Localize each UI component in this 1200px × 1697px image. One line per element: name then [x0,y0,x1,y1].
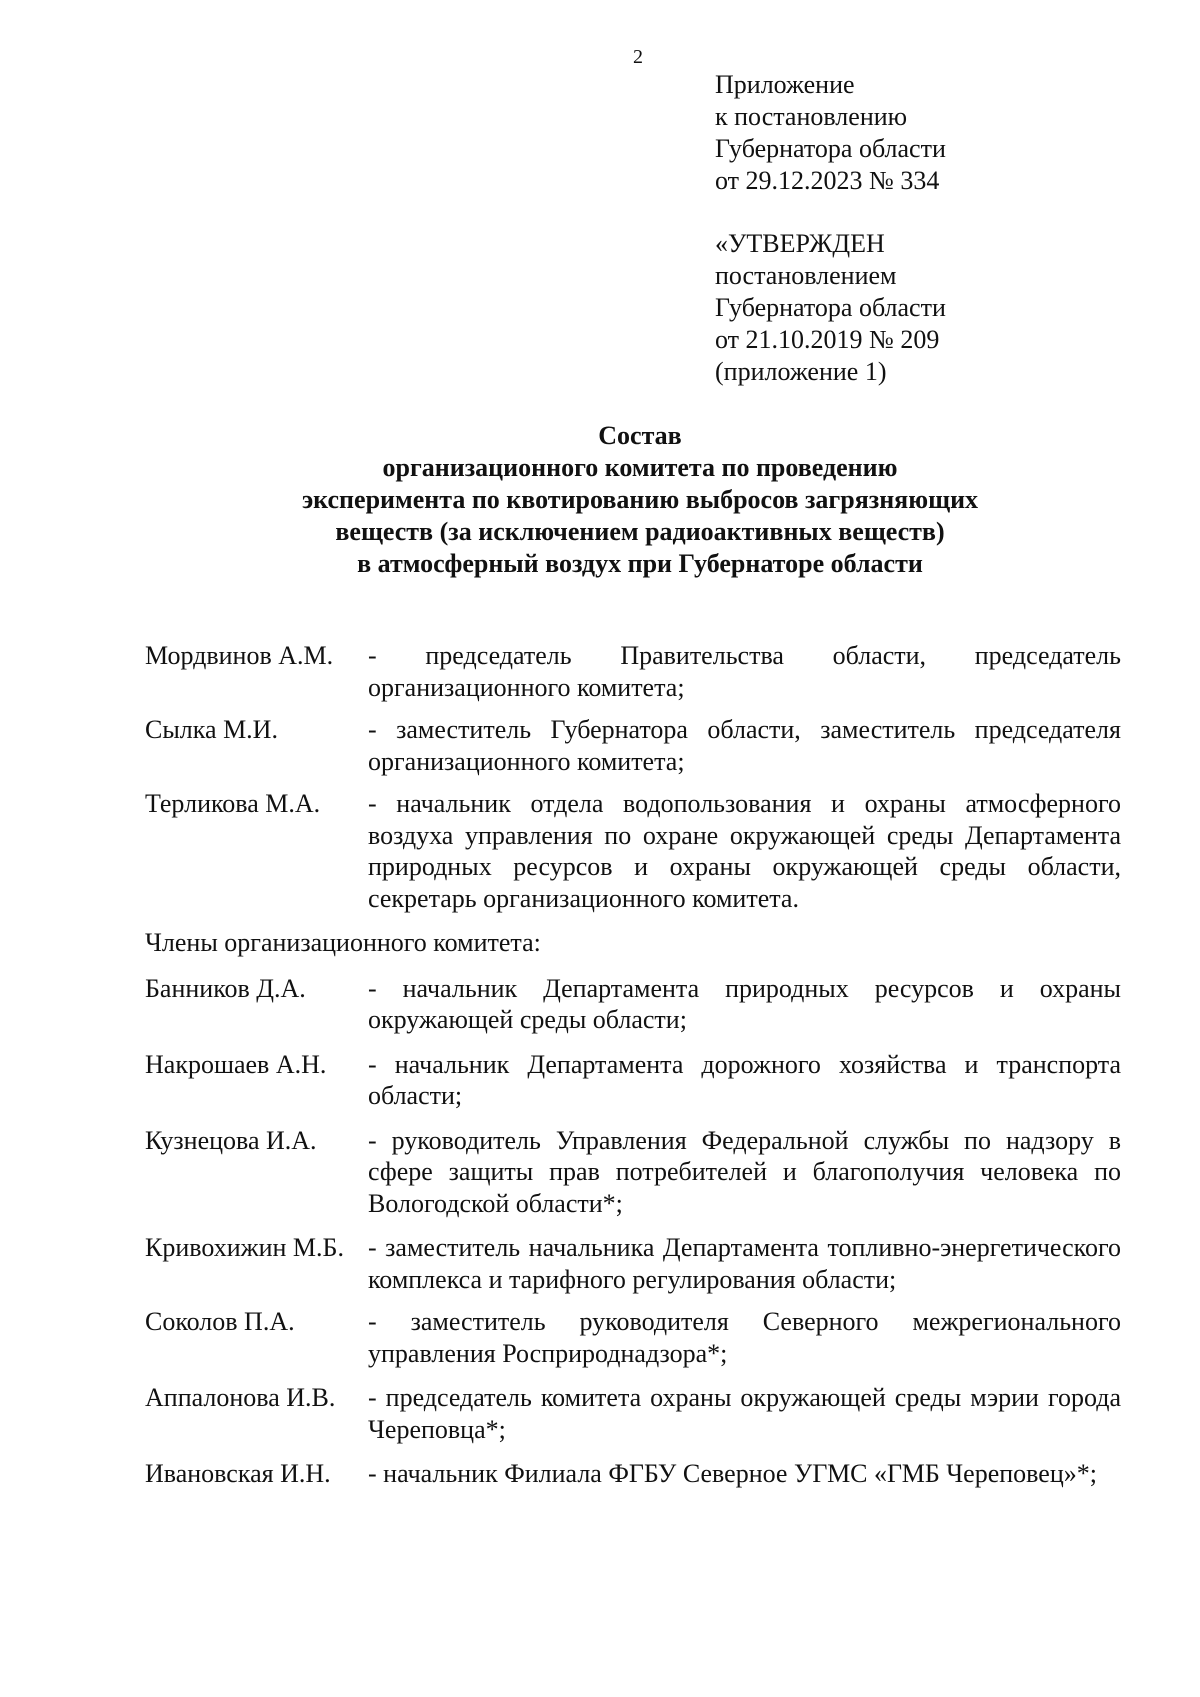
committee-entry [145,1049,1121,1112]
committee-entry [145,788,1121,914]
committee-entry [145,973,1121,1036]
appendix-line: Приложение [715,70,855,99]
member-role: - заместитель начальника Департамента топливно-энергетического комплекса и тарифного регулирования области; [368,1233,1121,1294]
member-role: - заместитель Губернатора области, заместитель председателя организационного комитета; [368,715,1121,776]
member-role: - председатель комитета охраны окружающей среды мэрии города Череповца*; [368,1383,1121,1444]
approved-block [715,228,946,388]
committee-entry [145,1232,1121,1295]
committee-entry [145,640,1121,703]
title-line: эксперимента по квотированию выбросов загрязняющих [301,485,979,514]
member-role: - начальник Филиала ФГБУ Северное УГМС «ГМБ Череповец»*; [368,1459,1097,1488]
member-name: Аппалонова И.В. [145,1383,336,1412]
committee-entry [145,1382,1121,1445]
title-line: Состав [598,421,682,450]
committee-entry [145,1125,1121,1220]
approved-line: Губернатора области [715,293,946,322]
title-line: веществ (за исключением радиоактивных веществ) [335,517,945,546]
appendix-line: Губернатора области [715,134,946,163]
member-name: Сылка М.И. [145,715,278,744]
member-name: Банников Д.А. [145,973,306,1003]
member-role: - заместитель руководителя Северного межрегионального управления Росприроднадзора*; [368,1307,1121,1368]
approved-line: «УТВЕРЖДЕН [715,229,885,258]
member-name: Кривохижин М.Б. [145,1233,344,1262]
appendix-line: от 29.12.2023 № 334 [715,166,940,195]
committee-entry [145,1306,1121,1369]
member-role: - начальник отдела водопользования и охраны атмосферного воздуха управления по охране окружающей среды Департамента природных ресурсов и охраны окружающей среды области, секретарь организационного комитета. [368,789,1121,913]
committee-entry [145,714,1121,777]
title-line: в атмосферный воздух при Губернаторе области [357,549,923,578]
member-name: Ивановская И.Н. [145,1459,331,1488]
appendix-line: к постановлению [715,102,908,131]
appendix-block [715,69,946,197]
member-name: Накрошаев А.Н. [145,1049,327,1079]
approved-line: от 21.10.2019 № 209 [715,325,940,354]
page-number: 2 [633,46,643,68]
approved-line: постановлением [715,261,897,290]
member-name: Терликова М.А. [145,789,321,818]
member-name: Мордвинов А.М. [145,641,334,670]
member-role: - председатель Правительства области, председатель организационного комитета; [368,641,1121,702]
members-heading: Члены организационного комитета: [145,928,541,957]
approved-line: (приложение 1) [715,357,887,386]
member-name: Соколов П.А. [145,1307,295,1336]
member-role: - начальник Департамента природных ресурсов и охраны окружающей среды области; [368,973,1121,1034]
title-line: организационного комитета по проведению [382,453,898,482]
member-role: - руководитель Управления Федеральной службы по надзору в сфере защиты прав потребителей и благополучия человека по Вологодской области*; [368,1125,1121,1218]
member-name: Кузнецова И.А. [145,1125,317,1155]
committee-entry [145,1458,1121,1490]
committee-list [145,640,1121,1490]
member-role: - начальник Департамента дорожного хозяйства и транспорта области; [368,1049,1121,1110]
document-title [180,420,1100,580]
